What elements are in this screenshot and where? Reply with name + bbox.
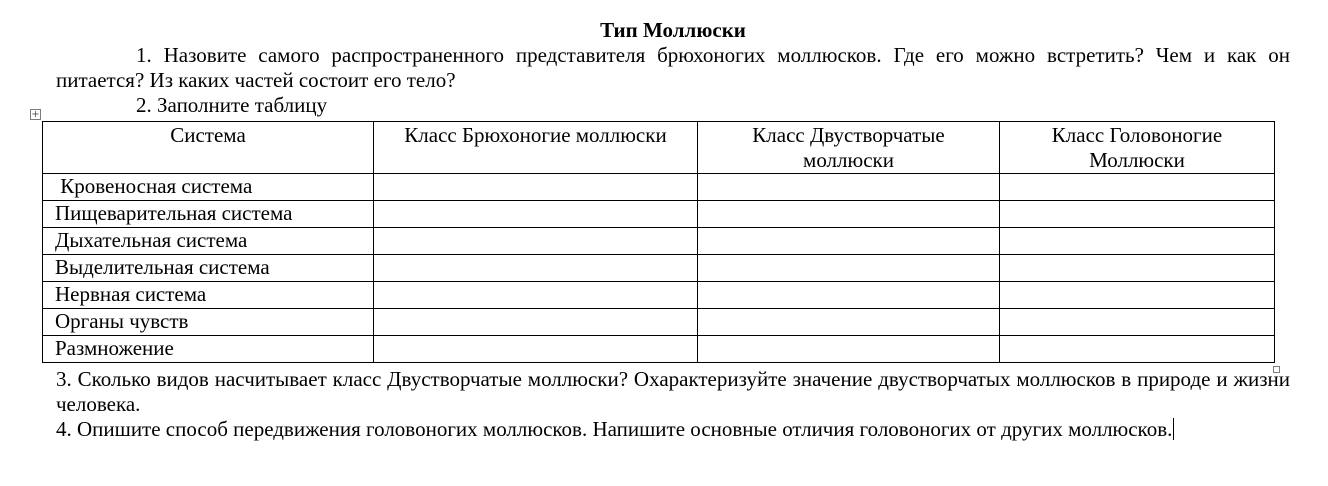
question-1: 1. Назовите самого распространенного представителя брюхоногих моллюсков. Где его можно встретить? Чем и как он питается? Из каких частей состоит его тело? xyxy=(56,43,1290,92)
table-row xyxy=(43,255,1275,282)
table-cell[interactable] xyxy=(374,174,698,201)
header-system[interactable]: Система xyxy=(43,122,374,174)
row-label[interactable]: Кровеносная система xyxy=(43,174,374,201)
table-cell[interactable] xyxy=(698,336,1000,363)
table-cell[interactable] xyxy=(374,282,698,309)
table-cell[interactable] xyxy=(1000,255,1275,282)
table-cell[interactable] xyxy=(1000,282,1275,309)
text-cursor xyxy=(1173,418,1174,440)
table-cell[interactable] xyxy=(698,255,1000,282)
table-cell[interactable] xyxy=(1000,174,1275,201)
document-body xyxy=(56,17,1290,118)
row-label[interactable]: Нервная система xyxy=(43,282,374,309)
table-row xyxy=(43,336,1275,363)
table-cell[interactable] xyxy=(374,228,698,255)
question-3: 3. Сколько видов насчитывает класс Двустворчатые моллюски? Охарактеризуйте значение двустворчатых моллюсков в природе и жизни человека. xyxy=(56,367,1290,416)
table-row xyxy=(43,201,1275,228)
table-cell[interactable] xyxy=(374,336,698,363)
table-cell[interactable] xyxy=(698,282,1000,309)
table-cell[interactable] xyxy=(1000,228,1275,255)
table-cell[interactable] xyxy=(1000,336,1275,363)
table-cell[interactable] xyxy=(1000,309,1275,336)
table-row xyxy=(43,309,1275,336)
document-body-continued xyxy=(56,367,1290,442)
header-cephalopods[interactable]: Класс Головоногие Моллюски xyxy=(1000,122,1275,174)
table-cell[interactable] xyxy=(374,201,698,228)
table-cell[interactable] xyxy=(698,309,1000,336)
header-bivalves[interactable]: Класс Двустворчатые моллюски xyxy=(698,122,1000,174)
table-row xyxy=(43,282,1275,309)
table-header-row xyxy=(43,122,1275,174)
systems-table xyxy=(42,121,1275,363)
table-cell[interactable] xyxy=(698,201,1000,228)
table-cell[interactable] xyxy=(1000,201,1275,228)
table-cell[interactable] xyxy=(374,255,698,282)
table-move-handle-icon[interactable]: + xyxy=(31,109,40,120)
table-cell[interactable] xyxy=(698,174,1000,201)
question-2: 2. Заполните таблицу xyxy=(136,93,328,117)
table-row xyxy=(43,174,1275,201)
row-label[interactable]: Органы чувств xyxy=(43,309,374,336)
row-label[interactable]: Размножение xyxy=(43,336,374,363)
page-title: Тип Моллюски xyxy=(600,18,746,42)
table-cell[interactable] xyxy=(374,309,698,336)
row-label[interactable]: Выделительная система xyxy=(43,255,374,282)
table-cell[interactable] xyxy=(698,228,1000,255)
table-row xyxy=(43,228,1275,255)
row-label[interactable]: Дыхательная система xyxy=(43,228,374,255)
question-4-wrap xyxy=(56,417,1290,442)
question-4: 4. Опишите способ передвижения головоногих моллюсков. Напишите основные отличия головоногих от других моллюсков. xyxy=(56,417,1173,441)
header-gastropods[interactable]: Класс Брюхоногие моллюски xyxy=(374,122,698,174)
row-label[interactable]: Пищеварительная система xyxy=(43,201,374,228)
